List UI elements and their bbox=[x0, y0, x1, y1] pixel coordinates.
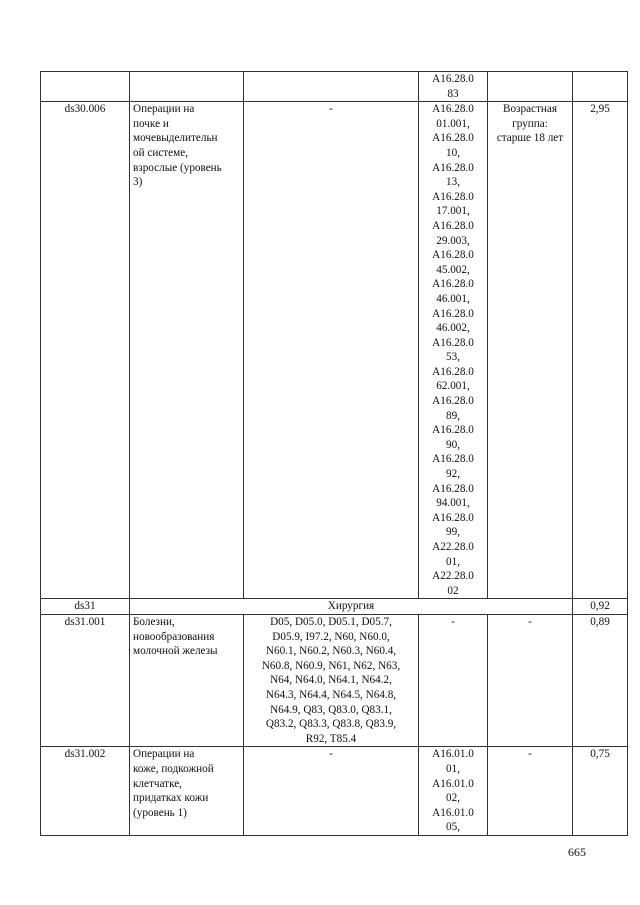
table-row bbox=[41, 102, 628, 599]
table-row bbox=[41, 747, 628, 836]
coefficient-cell bbox=[573, 72, 628, 102]
operation-code: A16.28.0 89, bbox=[432, 395, 474, 422]
code-cell bbox=[41, 72, 130, 102]
operation-code: A16.28.0 92, bbox=[432, 453, 474, 481]
diagnoses-cell: D05, D05.0, D05.1, D05.7, D05.9, I97.2, N60, N60.0, N60.1, N60.2, N60.3, N60.4, N60.8, N60.9, N61, N62, N63, N64, N64.0, N64.1, N64.2, N64.3, N64.4, N64.5, N64.8, N64.9, Q83, Q83.0, Q83.1, Q83.2, Q83.3, Q83.8, Q83.9, R92, T85.4 bbox=[244, 614, 419, 746]
operation-code: A16.28.0 53, bbox=[432, 336, 474, 364]
extra-criteria-cell: Возрастная группа: старше 18 лет bbox=[488, 102, 573, 599]
extra-criteria-cell bbox=[488, 72, 573, 102]
operations-cell bbox=[419, 102, 488, 599]
operation-code: - bbox=[451, 615, 455, 628]
coefficient-cell: 0,92 bbox=[573, 599, 628, 615]
operation-code: A16.28.0 13, bbox=[432, 161, 474, 189]
name-cell: Болезни, новообразования молочной железы bbox=[130, 614, 244, 746]
operation-code: A16.28.0 17.001, bbox=[432, 190, 474, 218]
diagnoses-cell bbox=[244, 72, 419, 102]
operation-code: A16.28.0 01.001, bbox=[432, 103, 474, 130]
code-cell: ds31.002 bbox=[41, 747, 130, 836]
operation-code: A22.28.0 01, bbox=[432, 541, 474, 568]
coefficient-cell: 0,75 bbox=[573, 747, 628, 836]
name-cell bbox=[130, 72, 244, 102]
section-title: Хирургия bbox=[130, 599, 573, 615]
code-cell: ds31.001 bbox=[41, 614, 130, 746]
operation-code: A16.28.0 45.002, bbox=[432, 249, 474, 276]
operation-code: A16.28.0 46.002, bbox=[432, 307, 474, 335]
coefficient-cell: 0,89 bbox=[573, 614, 628, 746]
operations-cell bbox=[419, 747, 488, 836]
table-row bbox=[41, 72, 628, 102]
tariff-table bbox=[40, 71, 628, 836]
operations-cell bbox=[419, 72, 488, 102]
section-code-cell: ds31 bbox=[41, 599, 130, 615]
operation-code: A16.28.0 29.003, bbox=[432, 219, 474, 247]
code-cell: ds30.006 bbox=[41, 102, 130, 599]
extra-criteria-cell: - bbox=[488, 614, 573, 746]
extra-criteria-cell: - bbox=[488, 747, 573, 836]
operation-code: A16.28.0 83 bbox=[432, 73, 474, 100]
section-row bbox=[41, 599, 628, 615]
operation-code: A16.28.0 90, bbox=[432, 424, 474, 451]
operation-code: A16.28.0 10, bbox=[432, 132, 474, 159]
operation-code: A16.28.0 94.001, bbox=[432, 482, 474, 510]
page-number: 665 bbox=[568, 845, 586, 859]
operation-code: A16.01.0 05, bbox=[432, 806, 474, 834]
operation-code: A22.28.0 02 bbox=[432, 570, 474, 597]
coefficient-cell: 2,95 bbox=[573, 102, 628, 599]
operation-code: A16.28.0 62.001, bbox=[432, 365, 474, 393]
name-cell: Операции на почке и мочевыделительн ой системе, взрослые (уровень 3) bbox=[130, 102, 244, 599]
name-cell: Операции на коже, подкожной клетчатке, придатках кожи (уровень 1) bbox=[130, 747, 244, 836]
diagnoses-cell: - bbox=[244, 102, 419, 599]
diagnoses-cell: - bbox=[244, 747, 419, 836]
table-row bbox=[41, 614, 628, 746]
operations-cell bbox=[419, 614, 488, 746]
operation-code: A16.28.0 99, bbox=[432, 511, 474, 539]
operation-code: A16.28.0 46.001, bbox=[432, 278, 474, 305]
operation-code: A16.01.0 01, bbox=[432, 748, 474, 775]
operation-code: A16.01.0 02, bbox=[432, 777, 474, 805]
